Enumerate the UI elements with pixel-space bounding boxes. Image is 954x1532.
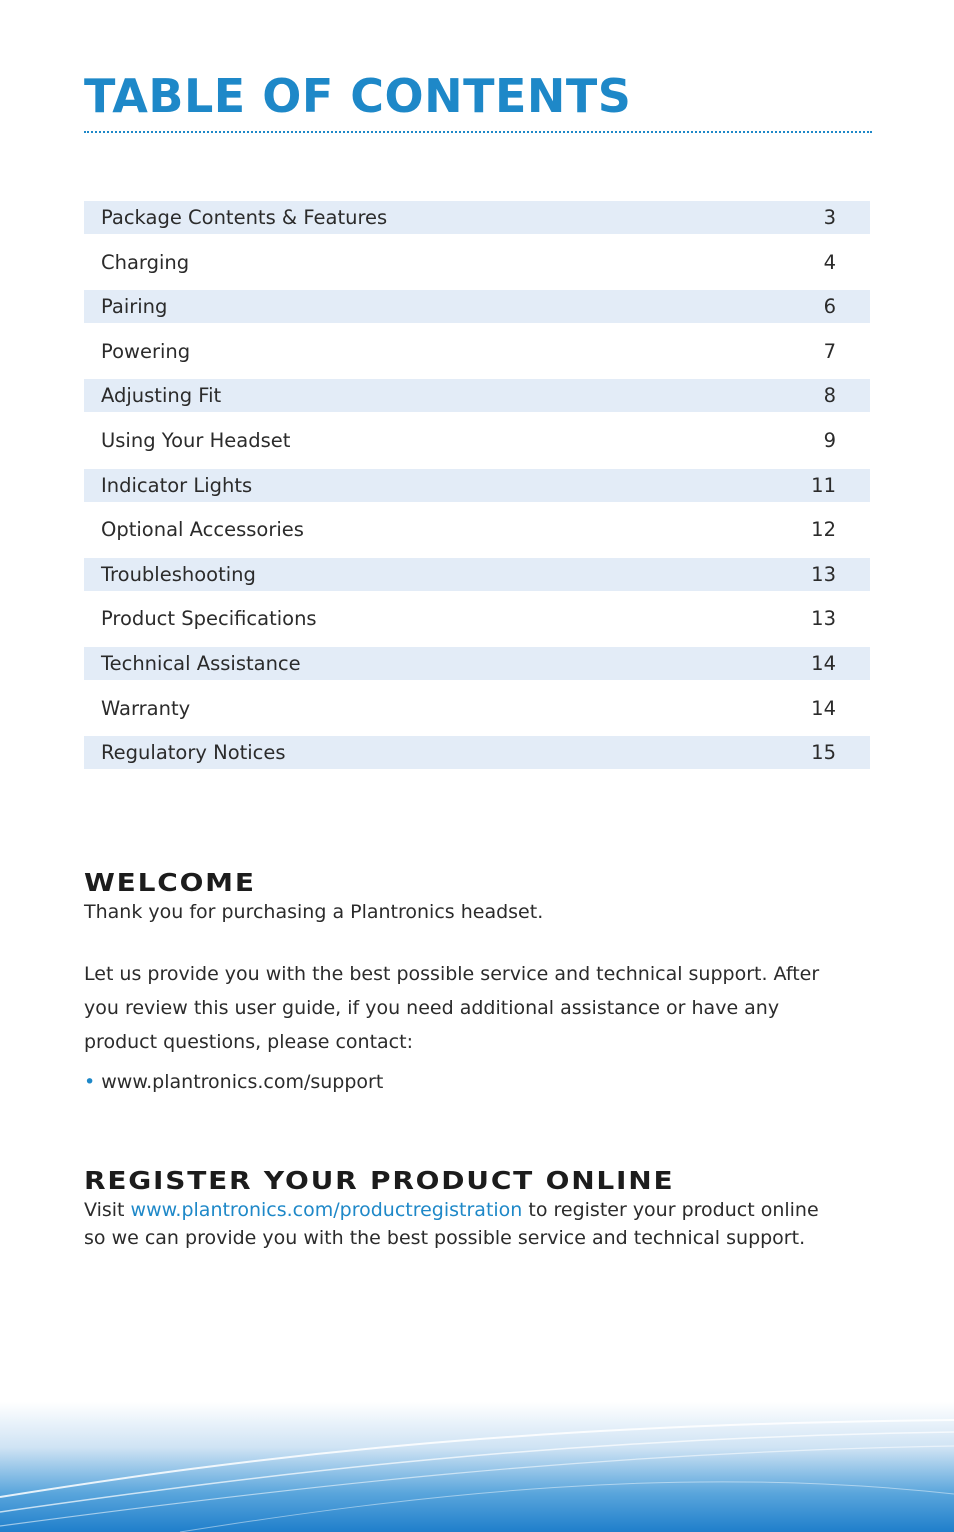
toc-page-number: 13 [811,607,836,631]
toc-page-number: 13 [811,562,836,586]
footer-wave-graphic [0,1402,954,1532]
toc-label: Product Specifications [101,607,317,631]
toc-page-number: 3 [823,206,836,229]
toc-row-pairing[interactable] [84,290,870,323]
bullet-icon: • [84,1071,96,1093]
toc-row-indicator-lights[interactable] [84,469,870,502]
toc-label: Charging [101,250,190,274]
toc-label: Regulatory Notices [101,741,286,765]
welcome-body: Let us provide you with the best possible service and technical support. After you review this user guide, if you need additional assistance or have any product questions, please contact: [84,963,820,1053]
title-dotted-rule [84,131,872,133]
support-bullet-item [84,1068,854,1096]
register-prefix: Visit [84,1199,125,1221]
toc-row-product-specifications[interactable] [84,602,870,635]
toc-page-number: 15 [811,741,836,765]
toc-row-troubleshooting[interactable] [84,558,870,591]
toc-page-number: 4 [823,250,836,274]
toc-page-number: 14 [811,696,836,720]
toc-row-adjusting-fit[interactable] [84,379,870,412]
toc-page-number: 11 [811,473,836,497]
toc-label: Optional Accessories [101,518,304,542]
toc-label: Powering [101,339,191,363]
toc-row-warranty[interactable] [84,692,870,725]
toc-row-charging[interactable] [84,246,870,279]
register-paragraph [84,1196,824,1252]
toc-row-technical-assistance[interactable] [84,647,870,680]
toc-page-number: 7 [823,339,836,363]
welcome-heading: WELCOME [84,868,256,897]
toc-label: Technical Assistance [101,651,301,675]
table-of-contents [84,201,870,781]
register-suffix: to register your product online so we can provide you with the best possible service and technical support. [84,1199,819,1249]
toc-label: Pairing [101,295,168,319]
support-url-text: www.plantronics.com/support [101,1071,384,1093]
register-heading: REGISTER YOUR PRODUCT ONLINE [84,1166,675,1195]
toc-label: Indicator Lights [101,473,253,497]
toc-label: Warranty [101,696,191,720]
toc-page-number: 14 [811,651,836,675]
toc-page-number: 12 [811,518,836,542]
toc-label: Adjusting Fit [101,384,222,408]
toc-row-optional-accessories[interactable] [84,513,870,546]
toc-page-number: 6 [823,295,836,319]
welcome-intro: Thank you for purchasing a Plantronics headset. [84,901,544,923]
page-title: TABLE OF CONTENTS [84,69,632,123]
toc-page-number: 8 [823,384,836,408]
toc-row-powering[interactable] [84,335,870,368]
toc-label: Troubleshooting [101,562,256,586]
toc-row-package-contents[interactable] [84,201,870,234]
toc-row-using-your-headset[interactable] [84,424,870,457]
toc-row-regulatory-notices[interactable] [84,736,870,769]
product-registration-link[interactable]: www.plantronics.com/productregistration [130,1199,523,1221]
toc-label: Using Your Headset [101,428,291,452]
toc-page-number: 9 [823,428,836,452]
toc-label: Package Contents & Features [101,206,388,229]
